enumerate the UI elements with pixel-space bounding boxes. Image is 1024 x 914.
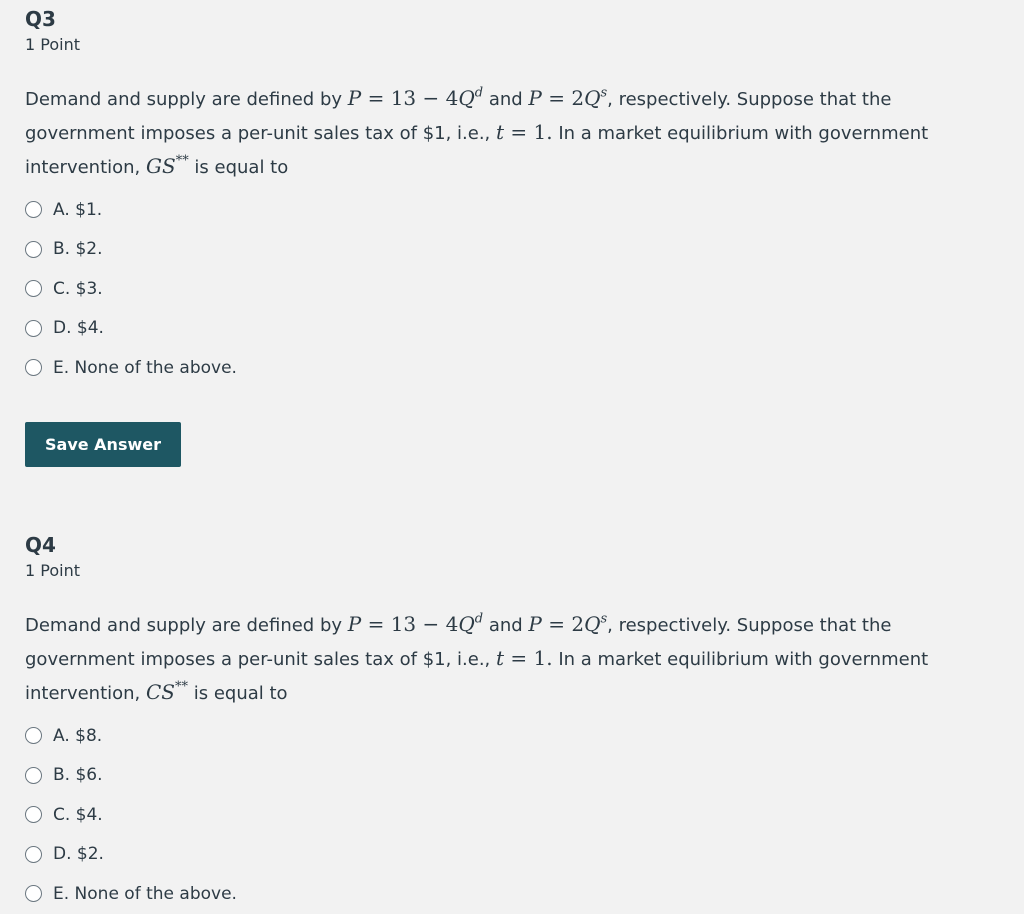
- question-q4: [25, 532, 1000, 914]
- question-points: 1 Point: [25, 35, 80, 54]
- math-sup: d: [474, 85, 484, 101]
- math-text: = 13 − 4: [361, 86, 459, 110]
- text-segment: In a market equilibrium with government intervention,: [25, 123, 929, 178]
- option-c[interactable]: [25, 795, 1000, 835]
- option-a[interactable]: [25, 716, 1000, 756]
- question-title: Q3: [25, 7, 56, 31]
- text-segment: Demand and supply are defined by: [25, 89, 348, 110]
- target-variable: [146, 680, 188, 704]
- option-label[interactable]: A. $1.: [53, 199, 103, 220]
- option-label[interactable]: C. $3.: [53, 278, 103, 299]
- math-text: = 13 − 4: [361, 612, 459, 636]
- math-text: = 2: [541, 86, 585, 110]
- demand-equation: [348, 86, 483, 110]
- option-b[interactable]: [25, 756, 1000, 796]
- text-segment: and: [483, 89, 529, 110]
- radio-button[interactable]: [25, 727, 42, 744]
- answer-options: [25, 716, 1000, 914]
- question-text: [25, 82, 1000, 184]
- text-segment: In a market equilibrium with government intervention,: [25, 649, 929, 704]
- question-points: 1 Point: [25, 561, 80, 580]
- radio-button[interactable]: [25, 885, 42, 902]
- math-var: P: [528, 612, 542, 636]
- math-text: = 2: [541, 612, 585, 636]
- text-segment: and: [483, 615, 529, 636]
- math-var: P: [347, 86, 362, 110]
- option-c[interactable]: [25, 269, 1000, 309]
- radio-button[interactable]: [25, 846, 42, 863]
- math-sup: s: [600, 611, 608, 627]
- option-e[interactable]: [25, 874, 1000, 914]
- option-label[interactable]: A. $8.: [53, 725, 103, 746]
- option-label[interactable]: B. $2.: [53, 239, 103, 260]
- radio-button[interactable]: [25, 320, 42, 337]
- option-label[interactable]: D. $4.: [53, 318, 104, 339]
- math-sup: s: [600, 85, 608, 101]
- math-sup: **: [175, 153, 189, 169]
- question-title: Q4: [25, 533, 56, 557]
- radio-button[interactable]: [25, 806, 42, 823]
- math-text: = 1.: [504, 120, 553, 144]
- save-answer-button[interactable]: Save Answer: [25, 422, 181, 467]
- math-var: CS: [146, 680, 176, 704]
- math-sup: **: [175, 679, 189, 695]
- text-segment: Demand and supply are defined by: [25, 615, 348, 636]
- tax-equation: [496, 120, 553, 144]
- math-var: Q: [458, 86, 475, 110]
- question-q3: [25, 6, 1000, 467]
- radio-button[interactable]: [25, 280, 42, 297]
- math-var: t: [496, 120, 505, 144]
- option-label[interactable]: E. None of the above.: [53, 883, 237, 904]
- text-segment: , respectively. Suppose that the government imposes a per-unit sales tax of $1, i.e.,: [25, 89, 892, 144]
- option-label[interactable]: E. None of the above.: [53, 357, 237, 378]
- option-label[interactable]: D. $2.: [53, 844, 104, 865]
- option-label[interactable]: C. $4.: [53, 804, 103, 825]
- radio-button[interactable]: [25, 359, 42, 376]
- math-var: Q: [458, 612, 475, 636]
- tax-equation: [496, 646, 553, 670]
- option-d[interactable]: [25, 309, 1000, 349]
- math-sup: d: [474, 611, 484, 627]
- question-text: [25, 608, 1000, 710]
- answer-options: [25, 190, 1000, 388]
- option-d[interactable]: [25, 835, 1000, 875]
- math-var: P: [347, 612, 362, 636]
- math-var: GS: [146, 154, 176, 178]
- text-segment: is equal to: [188, 157, 289, 178]
- radio-button[interactable]: [25, 201, 42, 218]
- option-a[interactable]: [25, 190, 1000, 230]
- math-var: P: [528, 86, 542, 110]
- radio-button[interactable]: [25, 767, 42, 784]
- text-segment: , respectively. Suppose that the government imposes a per-unit sales tax of $1, i.e.,: [25, 615, 892, 670]
- supply-equation: [528, 612, 607, 636]
- supply-equation: [528, 86, 607, 110]
- math-text: = 1.: [504, 646, 553, 670]
- math-var: t: [496, 646, 505, 670]
- option-e[interactable]: [25, 348, 1000, 388]
- math-var: Q: [584, 86, 601, 110]
- text-segment: is equal to: [188, 683, 288, 704]
- math-var: Q: [584, 612, 601, 636]
- target-variable: [146, 154, 189, 178]
- radio-button[interactable]: [25, 241, 42, 258]
- option-b[interactable]: [25, 230, 1000, 270]
- demand-equation: [348, 612, 483, 636]
- option-label[interactable]: B. $6.: [53, 765, 103, 786]
